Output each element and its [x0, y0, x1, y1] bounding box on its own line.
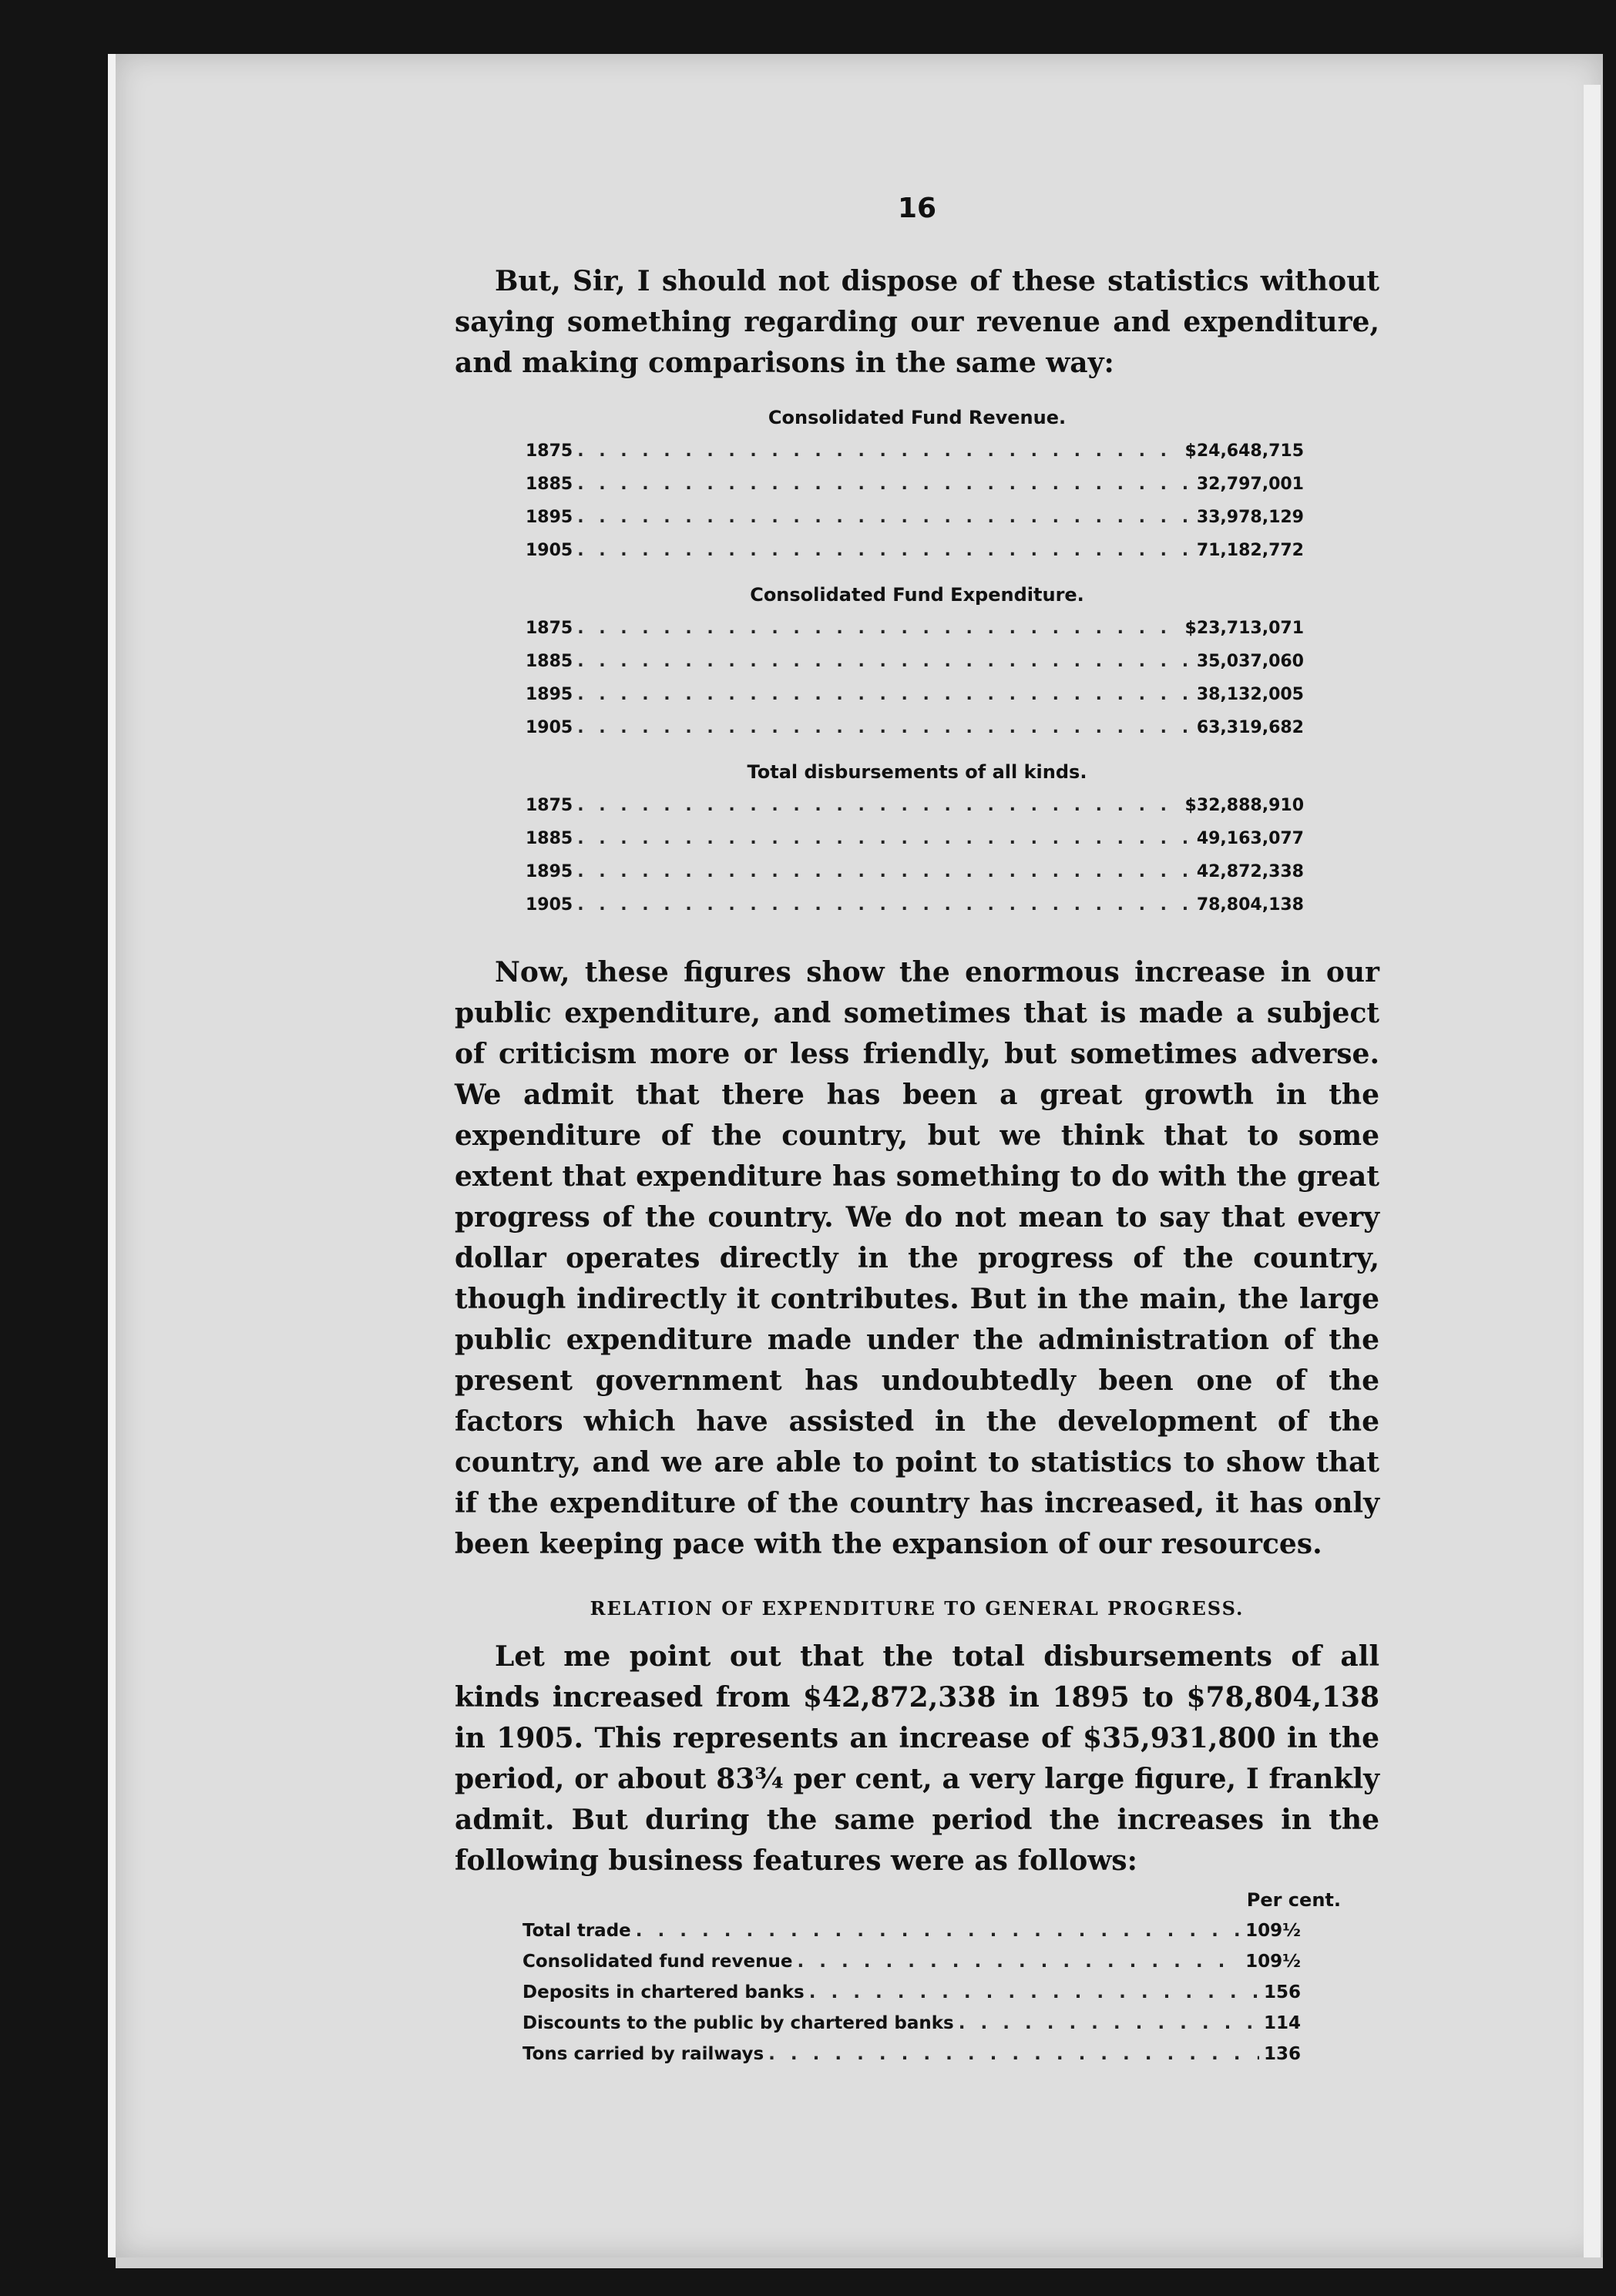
row-value: 156 — [1263, 1982, 1301, 2002]
percent-column-header: Per cent. — [1246, 1889, 1341, 1911]
body-paragraph: Now, these figures show the enormous increase in our public expenditure, and sometimes that is made a subject of criticism more or less friendly, but sometimes adverse. We admit that there has been a great growth in the expenditure of the country, but we think that to some extent that expenditure has something to do with the great progress of the country. We do not mean to say that every dollar operates directly in the progress of the country, though indirectly it contributes. But in the main, the large public expenditure made under the administration of the present government has undoubtedly been one of the factors which have assisted in the development of the country, and we are able to point to statistics to show that if the expenditure of the country has increased, it has only been keeping pace with the expansion of our resources. — [455, 956, 1379, 1560]
table-row — [522, 1915, 1301, 1946]
leader-dots — [768, 2039, 1259, 2069]
table-row — [526, 711, 1304, 744]
table-row — [522, 2008, 1301, 2039]
leader-dots — [577, 534, 1192, 567]
table-title: Consolidated Fund Revenue. — [768, 407, 1067, 428]
table-row — [526, 888, 1304, 921]
leader-dots — [959, 2008, 1259, 2039]
table-row — [526, 855, 1304, 888]
leader-dots — [809, 1977, 1259, 2008]
page-edge-bottom — [116, 2257, 1603, 2268]
row-value: 109½ — [1245, 1921, 1301, 1941]
table-row — [522, 1946, 1301, 1977]
row-value: 114 — [1263, 2013, 1301, 2033]
row-year: 1905 — [526, 718, 573, 737]
leader-dots — [577, 711, 1192, 744]
row-value: 109½ — [1245, 1952, 1301, 1972]
row-value: 35,037,060 — [1196, 652, 1304, 671]
leader-dots — [636, 1915, 1241, 1946]
row-label: Discounts to the public by chartered banks — [522, 2013, 954, 2033]
row-year: 1895 — [526, 862, 573, 881]
table-title: Consolidated Fund Expenditure. — [750, 584, 1084, 606]
row-value: $32,888,910 — [1184, 796, 1304, 815]
table-row — [526, 534, 1304, 567]
row-value: $24,648,715 — [1184, 441, 1304, 461]
row-value: 78,804,138 — [1196, 895, 1304, 915]
table-row — [526, 822, 1304, 855]
leader-dots — [577, 822, 1192, 855]
row-year: 1885 — [526, 652, 573, 671]
leader-dots — [577, 468, 1192, 501]
row-year: 1875 — [526, 796, 573, 815]
row-value: 71,182,772 — [1196, 541, 1304, 560]
section-heading: RELATION OF EXPENDITURE TO GENERAL PROGRESS. — [590, 1597, 1245, 1620]
page-number: 16 — [897, 193, 937, 224]
leader-dots — [577, 435, 1180, 468]
page-content — [455, 193, 1379, 2069]
expenditure-table — [455, 584, 1379, 744]
row-value: 32,797,001 — [1196, 475, 1304, 494]
percent-table — [522, 1915, 1301, 2069]
row-label: Total trade — [522, 1921, 631, 1941]
table-title: Total disbursements of all kinds. — [747, 761, 1087, 783]
row-value: 33,978,129 — [1196, 508, 1304, 527]
leader-dots — [577, 789, 1180, 822]
section-paragraph: Let me point out that the total disbursements of all kinds increased from $42,872,338 in 1895 to $78,804,138 in 1905. This represents an increase of $35,931,800 in the period, or about 83¾ per cent, a very large figure, I frankly admit. But during the same period the increases in the following business features were as follows: — [455, 1640, 1379, 1877]
leader-dots — [797, 1946, 1241, 1977]
table-row — [526, 789, 1304, 822]
row-label: Deposits in chartered banks — [522, 1982, 805, 2002]
row-value: 42,872,338 — [1196, 862, 1304, 881]
intro-paragraph: But, Sir, I should not dispose of these statistics without saying something regarding our revenue and expenditure, and making comparisons in the same way: — [455, 265, 1379, 379]
row-value: 49,163,077 — [1196, 829, 1304, 848]
table-row — [526, 435, 1304, 468]
leader-dots — [577, 888, 1192, 921]
leader-dots — [577, 855, 1192, 888]
row-year: 1875 — [526, 441, 573, 461]
leader-dots — [577, 501, 1192, 534]
revenue-table — [455, 407, 1379, 567]
row-year: 1905 — [526, 895, 573, 915]
row-value: 38,132,005 — [1196, 685, 1304, 704]
table-row — [526, 612, 1304, 645]
row-value: 136 — [1263, 2044, 1301, 2064]
table-row — [526, 645, 1304, 678]
table-row — [526, 468, 1304, 501]
row-label: Tons carried by railways — [522, 2044, 764, 2064]
row-label: Consolidated fund revenue — [522, 1952, 793, 1972]
table-row — [526, 501, 1304, 534]
leader-dots — [577, 678, 1192, 711]
row-year: 1885 — [526, 829, 573, 848]
leader-dots — [577, 612, 1180, 645]
row-year: 1895 — [526, 508, 573, 527]
disbursements-table — [455, 761, 1379, 921]
page-edge-right — [1584, 85, 1601, 2265]
row-value: $23,713,071 — [1184, 619, 1304, 638]
leader-dots — [577, 645, 1192, 678]
table-row — [522, 2039, 1301, 2069]
row-year: 1895 — [526, 685, 573, 704]
table-row — [522, 1977, 1301, 2008]
row-year: 1905 — [526, 541, 573, 560]
table-row — [526, 678, 1304, 711]
row-year: 1885 — [526, 475, 573, 494]
row-value: 63,319,682 — [1196, 718, 1304, 737]
row-year: 1875 — [526, 619, 573, 638]
